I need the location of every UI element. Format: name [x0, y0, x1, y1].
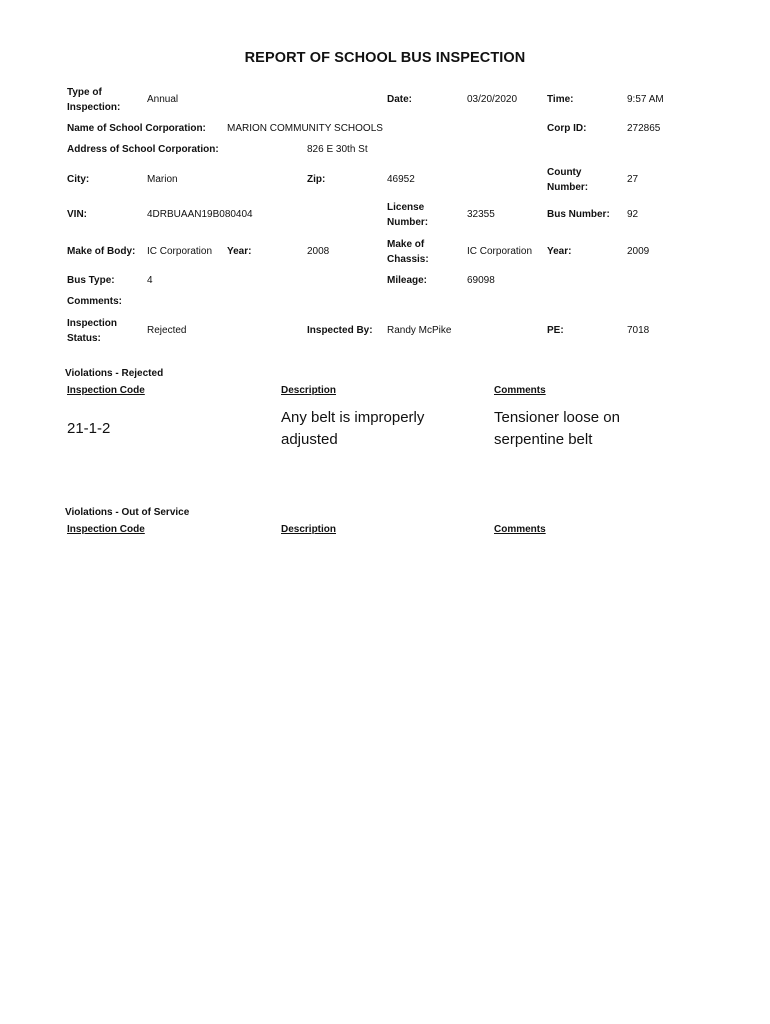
- vin-value: 4DRBUAAN19B080404: [147, 209, 253, 220]
- county-number-label-line2: Number:: [547, 181, 589, 193]
- date-label: Date:: [387, 94, 413, 105]
- oos-col-comments: Comments: [494, 524, 546, 535]
- rejected-col-comments: Comments: [494, 385, 546, 396]
- make-of-chassis-label-line1: Make of: [387, 239, 425, 250]
- rejected-col-inspection-code: Inspection Code: [67, 385, 145, 396]
- license-number-label: [387, 201, 428, 230]
- type-of-inspection-label-line1: Type of: [67, 87, 102, 98]
- county-number-label: [547, 166, 588, 195]
- zip-value: 46952: [387, 174, 415, 185]
- city-value: Marion: [147, 174, 178, 185]
- address-value: 826 E 30th St: [307, 144, 368, 155]
- mileage-value: 69098: [467, 275, 495, 286]
- inspected-by-label: Inspected By:: [307, 325, 373, 336]
- time-value: 9:57 AM: [627, 94, 664, 105]
- bus-type-label: Bus Type:: [67, 275, 115, 286]
- county-number-value: 27: [627, 174, 639, 185]
- bus-number-value: 92: [627, 209, 639, 220]
- mileage-label: Mileage:: [387, 275, 428, 286]
- school-corporation-value: MARION COMMUNITY SCHOOLS: [227, 123, 383, 134]
- body-year-value: 2008: [307, 246, 330, 257]
- make-of-body-label: Make of Body:: [67, 246, 136, 257]
- body-year-label: Year:: [227, 246, 252, 257]
- chassis-year-label: Year:: [547, 246, 572, 257]
- corp-id-value: 272865: [627, 123, 661, 134]
- county-number-label-line1: County: [547, 167, 582, 178]
- make-of-chassis-label-line2: Chassis:: [387, 253, 429, 265]
- pe-value: 7018: [627, 325, 650, 336]
- inspected-by-value: Randy McPike: [387, 325, 452, 336]
- violation-description: Any belt is improperly adjusted: [281, 409, 425, 448]
- type-of-inspection-label-line2: Inspection:: [67, 101, 121, 113]
- chassis-year-value: 2009: [627, 246, 650, 257]
- zip-label: Zip:: [307, 174, 326, 185]
- license-number-value: 32355: [467, 209, 495, 220]
- oos-col-description: Description: [281, 524, 337, 535]
- inspection-status-label: [67, 317, 117, 346]
- violations-rejected-heading: Violations - Rejected: [65, 368, 164, 379]
- school-corporation-label: Name of School Corporation:: [67, 123, 206, 134]
- bus-number-label: Bus Number:: [547, 209, 610, 220]
- make-of-chassis-value: IC Corporation: [467, 246, 533, 257]
- report-title: REPORT OF SCHOOL BUS INSPECTION: [244, 50, 526, 66]
- time-label: Time:: [547, 94, 574, 105]
- vin-label: VIN:: [67, 209, 87, 220]
- license-number-label-line2: Number:: [387, 216, 429, 228]
- date-value: 03/20/2020: [467, 94, 518, 105]
- rejected-col-description: Description: [281, 385, 337, 396]
- inspection-status-label-line2: Status:: [67, 332, 101, 344]
- pe-label: PE:: [547, 325, 564, 336]
- license-number-label-line1: License: [387, 202, 425, 213]
- type-of-inspection-label: [67, 86, 120, 115]
- violation-comments: Tensioner loose on serpentine belt: [494, 409, 620, 448]
- bus-type-value: 4: [147, 275, 153, 286]
- violation-code: 21-1-2: [67, 420, 111, 437]
- comments-label: Comments:: [67, 296, 123, 307]
- make-of-chassis-label: [387, 238, 429, 267]
- corp-id-label: Corp ID:: [547, 123, 587, 134]
- type-of-inspection-value: Annual: [147, 94, 179, 105]
- inspection-status-value: Rejected: [147, 325, 187, 336]
- make-of-body-value: IC Corporation: [147, 246, 213, 257]
- city-label: City:: [67, 174, 90, 185]
- oos-col-inspection-code: Inspection Code: [67, 524, 145, 535]
- address-label: Address of School Corporation:: [67, 144, 219, 155]
- violations-out-of-service-heading: Violations - Out of Service: [65, 507, 190, 518]
- inspection-status-label-line1: Inspection: [67, 318, 118, 329]
